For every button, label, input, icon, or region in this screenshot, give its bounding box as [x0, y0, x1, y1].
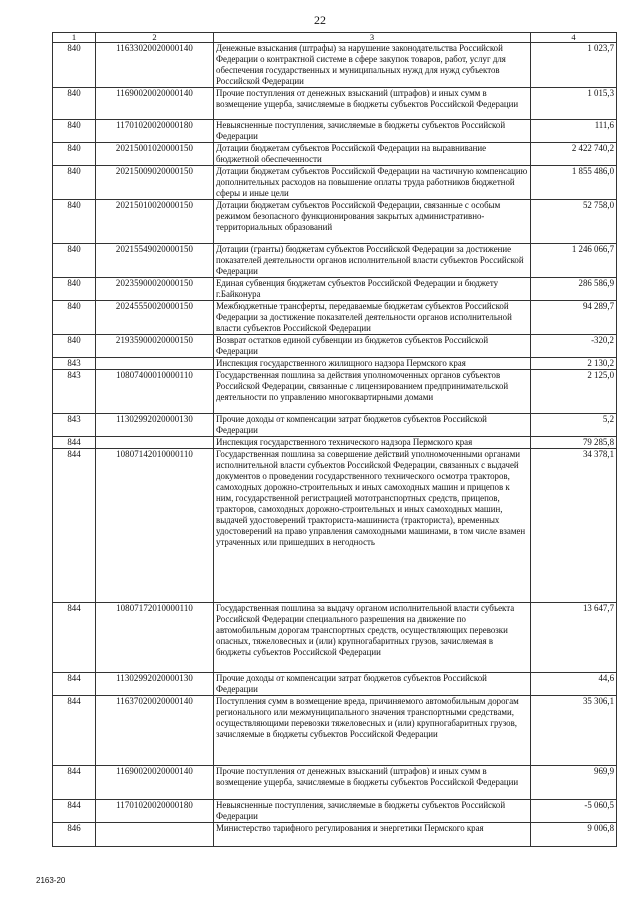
revenue-name-cell: Поступления сумм в возмещение вреда, причиняемого автомобильным дорогам регионального или межмуниципального значения транспортными средствами, осуществляющими перевозки тяжеловесных и (или) крупногабаритных грузов, зачисляемые в бюджеты субъектов Российской Федерации	[214, 696, 531, 766]
column-header-3: 3	[214, 33, 531, 43]
revenue-name-cell: Невыясненные поступления, зачисляемые в бюджеты субъектов Российской Федерации	[214, 120, 531, 143]
budget-code-cell: 11302992020000130	[96, 673, 214, 696]
revenue-name-cell: Невыясненные поступления, зачисляемые в бюджеты субъектов Российской Федерации	[214, 800, 531, 823]
revenue-name-cell: Межбюджетные трансферты, передаваемые бюджетам субъектов Российской Федерации за достижение показателей деятельности органов исполнительной власти субъектов Российской Федерации	[214, 301, 531, 335]
amount-cell: -5 060,5	[531, 800, 617, 823]
table-row	[53, 200, 617, 244]
budget-code-cell: 10807142010000110	[96, 449, 214, 603]
admin-code-cell: 844	[53, 766, 96, 800]
budget-code-cell	[96, 823, 214, 847]
amount-cell: 111,6	[531, 120, 617, 143]
table-row	[53, 673, 617, 696]
admin-code-cell: 843	[53, 358, 96, 370]
amount-cell: 35 306,1	[531, 696, 617, 766]
table-row	[53, 696, 617, 766]
revenue-name-cell: Инспекция государственного жилищного надзора Пермского края	[214, 358, 531, 370]
table-row	[53, 603, 617, 673]
revenue-name-cell: Государственная пошлина за совершение действий уполномоченными органами исполнительной власти субъектов Российской Федерации, связанных с выдачей документов о проведении государственного технического осмотра тракторов, самоходных дорожно-строительных и иных самоходных машин и прицепов к ним, государственной регистрацией мототранспортных средств, прицепов, тракторов, самоходных дорожно-строительных и иных самоходных машин, выдачей удостоверений тракториста-машиниста (тракториста), временных удостоверений на право управления самоходными машинами, в том числе взамен утраченных или пришедших в негодность	[214, 449, 531, 603]
column-header-1: 1	[53, 33, 96, 43]
amount-cell: 5,2	[531, 414, 617, 437]
revenue-name-cell: Дотации (гранты) бюджетам субъектов Российской Федерации за достижение показателей деятельности органов исполнительной власти субъектов Российской Федерации	[214, 244, 531, 278]
table-row	[53, 335, 617, 358]
budget-code-cell: 11633020020000140	[96, 43, 214, 88]
admin-code-cell: 840	[53, 244, 96, 278]
page-number: 22	[314, 13, 326, 27]
revenue-name-cell: Прочие доходы от компенсации затрат бюджетов субъектов Российской Федерации	[214, 414, 531, 437]
budget-code-cell: 20215010020000150	[96, 200, 214, 244]
admin-code-cell: 844	[53, 800, 96, 823]
admin-code-cell: 844	[53, 437, 96, 449]
budget-code-cell: 20245550020000150	[96, 301, 214, 335]
budget-code-cell: 20215001020000150	[96, 143, 214, 166]
admin-code-cell: 840	[53, 335, 96, 358]
revenue-name-cell: Государственная пошлина за действия уполномоченных органов субъектов Российской Федерации, связанные с лицензированием предпринимательской деятельности по управлению многоквартирными домами	[214, 370, 531, 414]
budget-code-cell: 20215549020000150	[96, 244, 214, 278]
budget-code-cell: 11701020020000180	[96, 120, 214, 143]
revenue-table	[52, 32, 617, 847]
table-row	[53, 244, 617, 278]
budget-code-cell: 21935900020000150	[96, 335, 214, 358]
amount-cell: 34 378,1	[531, 449, 617, 603]
revenue-name-cell: Единая субвенция бюджетам субъектов Российской Федерации и бюджету г.Байконура	[214, 278, 531, 301]
amount-cell: 1 023,7	[531, 43, 617, 88]
revenue-name-cell: Денежные взыскания (штрафы) за нарушение законодательства Российской Федерации о контрактной системе в сфере закупок товаров, работ, услуг для обеспечения государственных и муниципальных нужд для нужд субъектов Российской Федерации	[214, 43, 531, 88]
column-header-4: 4	[531, 33, 617, 43]
revenue-name-cell: Инспекция государственного технического надзора Пермского края	[214, 437, 531, 449]
admin-code-cell: 840	[53, 278, 96, 301]
revenue-name-cell: Дотации бюджетам субъектов Российской Федерации на частичную компенсацию дополнительных расходов на повышение оплаты труда работников бюджетной сферы и иные цели	[214, 166, 531, 200]
admin-code-cell: 843	[53, 370, 96, 414]
revenue-name-cell: Прочие поступления от денежных взысканий (штрафов) и иных сумм в возмещение ущерба, зачисляемые в бюджеты субъектов Российской Федерации	[214, 766, 531, 800]
budget-code-cell	[96, 358, 214, 370]
budget-code-cell: 10807172010000110	[96, 603, 214, 673]
admin-code-cell: 844	[53, 696, 96, 766]
budget-code-cell: 10807400010000110	[96, 370, 214, 414]
budget-code-cell: 11690020020000140	[96, 88, 214, 120]
budget-code-cell: 11690020020000140	[96, 766, 214, 800]
revenue-name-cell: Министерство тарифного регулирования и энергетики Пермского края	[214, 823, 531, 847]
admin-code-cell: 844	[53, 449, 96, 603]
table-row	[53, 166, 617, 200]
admin-code-cell: 840	[53, 166, 96, 200]
table-row	[53, 800, 617, 823]
budget-code-cell	[96, 437, 214, 449]
admin-code-cell: 840	[53, 301, 96, 335]
admin-code-cell: 840	[53, 88, 96, 120]
budget-code-cell: 11637020020000140	[96, 696, 214, 766]
table-row	[53, 88, 617, 120]
table-row	[53, 43, 617, 88]
revenue-name-cell: Дотации бюджетам субъектов Российской Федерации на выравнивание бюджетной обеспеченности	[214, 143, 531, 166]
admin-code-cell: 840	[53, 120, 96, 143]
table-row	[53, 301, 617, 335]
document-footer-code: 2163-20	[36, 876, 66, 885]
admin-code-cell: 840	[53, 43, 96, 88]
table-header-row	[53, 33, 617, 43]
table-row	[53, 766, 617, 800]
table-row	[53, 449, 617, 603]
revenue-name-cell: Государственная пошлина за выдачу органом исполнительной власти субъекта Российской Федерации специального разрешения на движение по автомобильным дорогам транспортных средств, осуществляющих перевозки опасных, тяжеловесных и (или) крупногабаритных грузов, зачисляемая в бюджеты субъектов Российской Федерации	[214, 603, 531, 673]
revenue-name-cell: Прочие поступления от денежных взысканий (штрафов) и иных сумм в возмещение ущерба, зачисляемые в бюджеты субъектов Российской Федерации	[214, 88, 531, 120]
budget-code-cell: 11302992020000130	[96, 414, 214, 437]
amount-cell: 969,9	[531, 766, 617, 800]
amount-cell: -320,2	[531, 335, 617, 358]
amount-cell: 9 006,8	[531, 823, 617, 847]
table-row	[53, 414, 617, 437]
table-row	[53, 823, 617, 847]
admin-code-cell: 840	[53, 200, 96, 244]
amount-cell: 2 125,0	[531, 370, 617, 414]
table-row	[53, 278, 617, 301]
column-header-2: 2	[96, 33, 214, 43]
amount-cell: 1 855 486,0	[531, 166, 617, 200]
table-row	[53, 437, 617, 449]
amount-cell: 1 246 066,7	[531, 244, 617, 278]
table-row	[53, 370, 617, 414]
amount-cell: 79 285,8	[531, 437, 617, 449]
admin-code-cell: 840	[53, 143, 96, 166]
amount-cell: 13 647,7	[531, 603, 617, 673]
admin-code-cell: 844	[53, 603, 96, 673]
admin-code-cell: 844	[53, 673, 96, 696]
amount-cell: 2 422 740,2	[531, 143, 617, 166]
table-row	[53, 143, 617, 166]
budget-code-cell: 11701020020000180	[96, 800, 214, 823]
budget-code-cell: 20215009020000150	[96, 166, 214, 200]
revenue-name-cell: Возврат остатков единой субвенции из бюджетов субъектов Российской Федерации	[214, 335, 531, 358]
amount-cell: 286 586,9	[531, 278, 617, 301]
amount-cell: 44,6	[531, 673, 617, 696]
budget-code-cell: 20235900020000150	[96, 278, 214, 301]
revenue-name-cell: Дотации бюджетам субъектов Российской Федерации, связанные с особым режимом безопасного функционирования закрытых административно-территориальных образований	[214, 200, 531, 244]
amount-cell: 52 758,0	[531, 200, 617, 244]
table-row	[53, 358, 617, 370]
amount-cell: 1 015,3	[531, 88, 617, 120]
amount-cell: 2 130,2	[531, 358, 617, 370]
admin-code-cell: 846	[53, 823, 96, 847]
table-row	[53, 120, 617, 143]
amount-cell: 94 289,7	[531, 301, 617, 335]
admin-code-cell: 843	[53, 414, 96, 437]
revenue-name-cell: Прочие доходы от компенсации затрат бюджетов субъектов Российской Федерации	[214, 673, 531, 696]
